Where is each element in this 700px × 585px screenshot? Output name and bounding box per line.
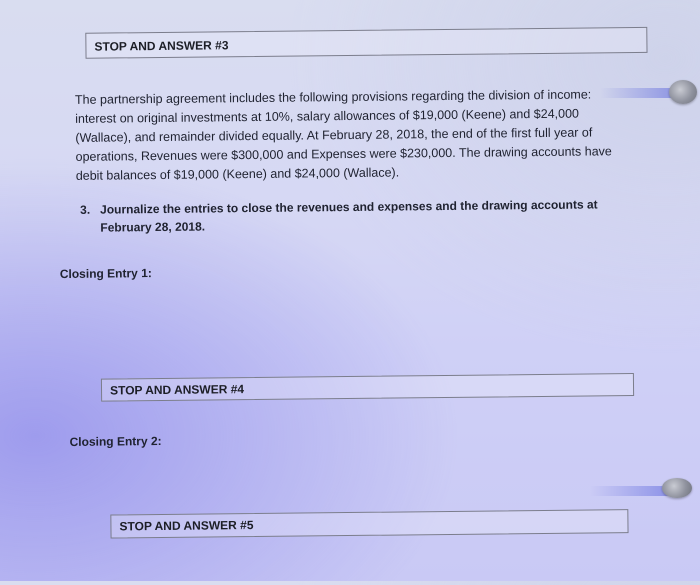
closing-entry-2-label: Closing Entry 2: [69,433,162,449]
stop-and-answer-3-box[interactable] [85,27,647,59]
closing-entry-1-label: Closing Entry 1: [59,266,152,282]
question-text: Journalize the entries to close the revenues and expenses and the drawing accounts at February 28, 2018. [100,197,598,235]
question-3 [80,195,610,237]
stop-and-answer-5-label: STOP AND ANSWER #5 [119,518,254,534]
stop-and-answer-5-box[interactable] [110,509,628,538]
question-number: 3. [80,202,91,217]
stop-and-answer-4-label: STOP AND ANSWER #4 [109,382,245,398]
stop-and-answer-3-label: STOP AND ANSWER #3 [94,38,229,54]
binder-ring-shadow-bottom [590,486,670,496]
binder-ring-icon [662,478,692,498]
problem-paragraph: The partnership agreement includes the following provisions regarding the division of income: interest on original investments at 10%, salary allowances of $19,000 (Keene) and $24,000 (Wallace), and remainder divided equally. At February 28, 2018, the end of the first full year of operations, Revenues were $300,000 and Expenses were $230,000. The drawing accounts have debit balances of $19,000 (Keene) and $24,000 (Wallace). [74,87,612,183]
stop-and-answer-4-box[interactable] [101,373,634,402]
binder-ring-shadow-top [600,88,675,98]
binder-ring-icon [669,80,697,104]
